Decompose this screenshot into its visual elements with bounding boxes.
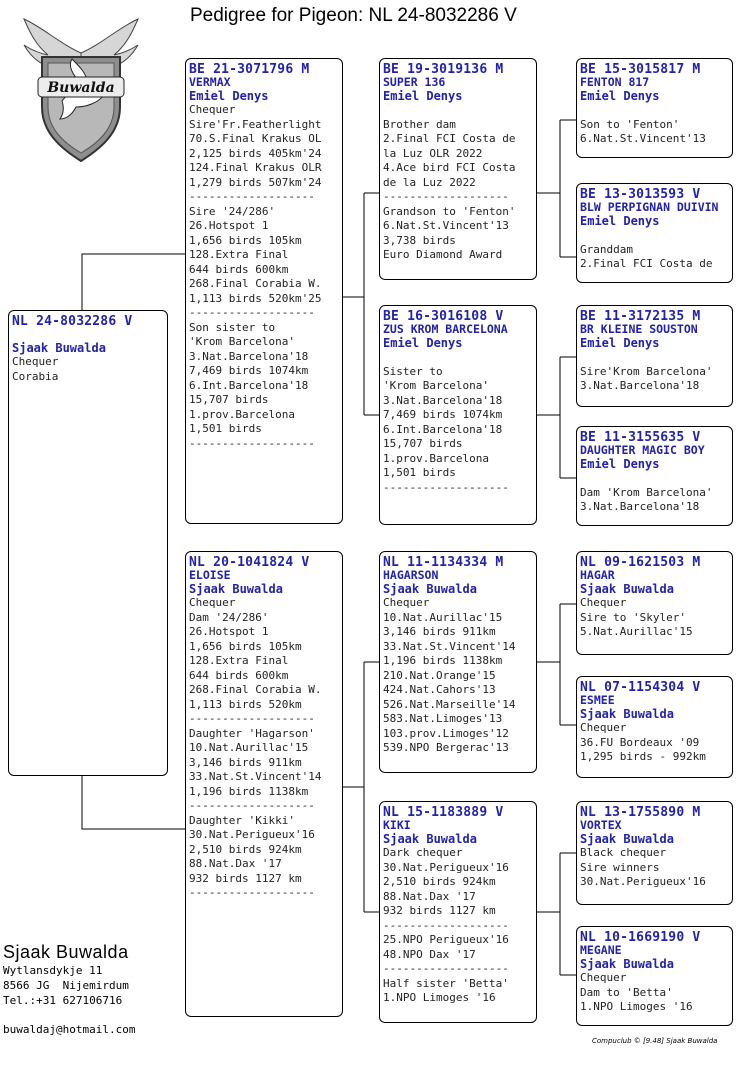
- pedigree-line: Half sister 'Betta': [383, 976, 509, 990]
- pedigree-line: 2,510 birds 924km: [383, 875, 496, 888]
- pedigree-line: 2.Final FCI Costa de: [580, 257, 713, 270]
- pedigree-line: 6.Nat.St.Vincent'13: [383, 219, 509, 232]
- pigeon-owner: Sjaak Buwalda: [580, 582, 674, 596]
- breeder-phone: Tel.:+31 627106716: [3, 994, 123, 1007]
- pigeon-name: BR KLEINE SOUSTON: [580, 322, 698, 336]
- pedigree-line: Grandson to 'Fenton': [383, 204, 516, 218]
- pigeon-ring: BE 15-3015817 M: [580, 62, 701, 77]
- pedigree-line: Chequer: [189, 103, 236, 116]
- pedigree-line: 128.Extra Final: [189, 248, 289, 261]
- grandparent-card-dam-dam[interactable]: [379, 801, 537, 1023]
- pigeon-owner: Sjaak Buwalda: [383, 582, 477, 596]
- pedigree-line: 33.Nat.St.Vincent'14: [383, 639, 516, 653]
- pigeon-owner: Emiel Denys: [189, 89, 269, 103]
- subject-owner: Sjaak Buwalda: [12, 341, 106, 355]
- pigeon-name: MEGANE: [580, 943, 622, 957]
- pigeon-ring: NL 15-1183889 V: [383, 805, 504, 820]
- pedigree-line: 3,146 birds 911km: [189, 755, 302, 769]
- pigeon-owner: Sjaak Buwalda: [580, 957, 674, 971]
- pedigree-line: 33.Nat.St.Vincent'14: [189, 770, 322, 783]
- great-grandparent-card[interactable]: [576, 551, 733, 655]
- subject-line: Chequer: [12, 355, 59, 368]
- pedigree-line: 7,469 birds 1074km: [383, 408, 503, 421]
- pigeon-owner: Emiel Denys: [383, 89, 463, 103]
- pedigree-line: -------------------: [189, 886, 315, 899]
- pedigree-line: 30.Nat.Perigueux'16: [580, 875, 706, 888]
- pedigree-line: 70.S.Final Krakus OL: [189, 132, 322, 145]
- pedigree-line: Sire '24/286': [189, 204, 276, 218]
- pedigree-line: 1,196 birds 1138km: [383, 654, 503, 667]
- pedigree-line: de la Luz 2022: [383, 175, 476, 189]
- pigeon-owner: Emiel Denys: [580, 457, 660, 471]
- pedigree-line: 3.Nat.Barcelona'18: [383, 393, 503, 407]
- subject-line: Corabia: [12, 369, 59, 383]
- pedigree-line: 268.Final Corabia W.: [189, 683, 322, 696]
- great-grandparent-card[interactable]: [576, 926, 733, 1026]
- pedigree-line: 2.Final FCI Costa de: [383, 132, 516, 145]
- breeder-info: [3, 941, 129, 1008]
- pigeon-name: ESMEE: [580, 693, 615, 707]
- pedigree-line: 26.Hotspot 1: [189, 625, 269, 638]
- pedigree-line: 1,501 birds: [189, 422, 262, 435]
- pedigree-line: [580, 350, 729, 365]
- pedigree-line: -------------------: [189, 306, 315, 319]
- pedigree-line: Sire winners: [580, 860, 660, 874]
- pedigree-line: -------------------: [189, 190, 315, 203]
- pedigree-line: Sister to: [383, 364, 443, 378]
- software-credit: Compuclub © [9.48] Sjaak Buwalda: [592, 1037, 718, 1045]
- pedigree-line: Euro Diamond Award: [383, 248, 503, 261]
- pigeon-owner: Emiel Denys: [580, 214, 660, 228]
- breeder-address-line: 8566 JG Nijemirdum: [3, 979, 129, 992]
- pedigree-line: 1.NPO Limoges '16: [580, 1000, 693, 1013]
- pigeon-owner: Emiel Denys: [580, 336, 660, 350]
- pedigree-line: -------------------: [383, 190, 509, 203]
- pedigree-line: 3,146 birds 911km: [383, 625, 496, 638]
- pedigree-line: 88.Nat.Dax '17: [383, 889, 476, 903]
- pedigree-line: Black chequer: [580, 846, 667, 859]
- pedigree-line: 1,295 birds - 992km: [580, 750, 706, 763]
- pedigree-line: 6.Int.Barcelona'18: [383, 422, 503, 436]
- logo-text: Buwalda: [47, 80, 115, 96]
- pigeon-name: DAUGHTER MAGIC BOY: [580, 443, 705, 457]
- page-title: Pedigree for Pigeon: NL 24-8032286 V: [190, 5, 517, 26]
- pedigree-line: 5.Nat.Aurillac'15: [580, 625, 693, 638]
- pedigree-line: 4.Ace bird FCI Costa: [383, 161, 516, 174]
- pedigree-line: 6.Nat.St.Vincent'13: [580, 132, 706, 145]
- pigeon-name: HAGARSON: [383, 568, 439, 582]
- pedigree-line: 932 birds 1127 km: [189, 871, 302, 885]
- pedigree-line: 1,196 birds 1138km: [189, 784, 309, 798]
- pedigree-line: 1,501 birds: [383, 466, 456, 479]
- pedigree-line: 210.Nat.Orange'15: [383, 668, 496, 682]
- pigeon-name: ZUS KROM BARCELONA: [383, 322, 508, 336]
- pedigree-line: 3.Nat.Barcelona'18: [580, 379, 700, 392]
- pedigree-line: 1.prov.Barcelona: [189, 407, 295, 421]
- great-grandparent-card[interactable]: [576, 183, 733, 283]
- pedigree-line: Dam '24/286': [189, 610, 269, 624]
- pedigree-line: 124.Final Krakus OLR: [189, 161, 322, 174]
- breeder-email[interactable]: buwaldaj@hotmail.com: [3, 1023, 136, 1036]
- pedigree-line: Granddam: [580, 242, 633, 256]
- pedigree-line: 103.prov.Limoges'12: [383, 726, 509, 740]
- pedigree-line: Dam to 'Betta': [580, 985, 673, 999]
- pedigree-line: Dark chequer: [383, 846, 463, 859]
- pedigree-line: Son sister to: [189, 320, 276, 334]
- grandparent-card-sire-sire[interactable]: [379, 58, 537, 280]
- pigeon-owner: Sjaak Buwalda: [580, 707, 674, 721]
- dam-card[interactable]: [185, 551, 343, 1017]
- pedigree-line: Sire'Fr.Featherlight: [189, 117, 322, 131]
- pigeon-ring: NL 07-1154304 V: [580, 680, 701, 695]
- pigeon-name: ELOISE: [189, 568, 231, 582]
- pedigree-line: -------------------: [383, 480, 509, 494]
- pedigree-line: [580, 471, 729, 486]
- pedigree-line: 932 birds 1127 km: [383, 904, 496, 917]
- pedigree-line: 'Krom Barcelona': [189, 335, 295, 348]
- pedigree-line: [580, 228, 729, 243]
- pigeon-ring: NL 09-1621503 M: [580, 555, 701, 570]
- pedigree-line: 1,279 birds 507km'24: [189, 175, 322, 189]
- pedigree-line: Chequer: [580, 596, 627, 609]
- pigeon-owner: Emiel Denys: [580, 89, 660, 103]
- pigeon-name: HAGAR: [580, 568, 615, 582]
- pedigree-line: [580, 103, 729, 118]
- pedigree-line: Sire'Krom Barcelona': [580, 364, 713, 378]
- grandparent-card-sire-dam[interactable]: [379, 305, 537, 525]
- pedigree-line: 2,125 birds 405km'24: [189, 146, 322, 160]
- pedigree-line: -------------------: [383, 962, 509, 975]
- pedigree-line: 1,656 birds 105km: [189, 233, 302, 247]
- pedigree-line: -------------------: [189, 436, 315, 450]
- great-grandparent-card[interactable]: [576, 801, 733, 905]
- pedigree-line: Chequer: [189, 596, 236, 609]
- pigeon-ring: BE 11-3155635 V: [580, 430, 701, 445]
- great-grandparent-card[interactable]: [576, 305, 733, 407]
- pedigree-line: 7,469 birds 1074km: [189, 364, 309, 377]
- pigeon-owner: Sjaak Buwalda: [383, 832, 477, 846]
- pigeon-name: SUPER 136: [383, 75, 446, 89]
- pigeon-ring: BE 16-3016108 V: [383, 309, 504, 324]
- pigeon-name: VERMAX: [189, 75, 231, 89]
- pedigree-line: 6.Int.Barcelona'18: [189, 378, 309, 392]
- pedigree-line: 15,707 birds: [189, 393, 269, 406]
- pigeon-ring: NL 13-1755890 M: [580, 805, 701, 820]
- pedigree-line: 88.Nat.Dax '17: [189, 857, 282, 870]
- pedigree-line: -------------------: [189, 712, 315, 725]
- pedigree-line: 48.NPO Dax '17: [383, 947, 476, 961]
- pedigree-line: 3.Nat.Barcelona'18: [580, 500, 700, 513]
- pedigree-line: 1,113 birds 520km: [189, 697, 302, 711]
- pedigree-line: -------------------: [383, 918, 509, 932]
- pigeon-name: FENTON 817: [580, 75, 650, 89]
- pedigree-line: 3,738 birds: [383, 233, 456, 247]
- pigeon-owner: Sjaak Buwalda: [580, 832, 674, 846]
- pedigree-line: 644 birds 600km: [189, 668, 289, 682]
- great-grandparent-card[interactable]: [576, 676, 733, 778]
- pedigree-line: 'Krom Barcelona': [383, 379, 489, 392]
- pedigree-line: 3.Nat.Barcelona'18: [189, 349, 309, 363]
- pigeon-ring: NL 11-1134334 M: [383, 555, 504, 570]
- pigeon-ring: BE 21-3071796 M: [189, 62, 310, 77]
- pigeon-ring: NL 20-1041824 V: [189, 555, 310, 570]
- pedigree-line: 644 birds 600km: [189, 262, 289, 276]
- pedigree-line: Brother dam: [383, 117, 456, 131]
- pigeon-owner: Emiel Denys: [383, 336, 463, 350]
- pedigree-line: la Luz OLR 2022: [383, 146, 483, 160]
- pedigree-line: 10.Nat.Aurillac'15: [189, 741, 309, 754]
- pedigree-line: Chequer: [580, 721, 627, 734]
- pedigree-line: 1,656 birds 105km: [189, 639, 302, 653]
- pedigree-line: Sire to 'Skyler': [580, 610, 686, 624]
- pedigree-line: Chequer: [580, 971, 627, 984]
- pedigree-line: 1,113 birds 520km'25: [189, 291, 322, 305]
- pedigree-line: 1.prov.Barcelona: [383, 451, 489, 465]
- pedigree-line: Son to 'Fenton': [580, 117, 680, 131]
- great-grandparent-card[interactable]: [576, 426, 733, 526]
- pigeon-name: VORTEX: [580, 818, 622, 832]
- pedigree-line: 424.Nat.Cahors'13: [383, 683, 496, 696]
- pedigree-line: Daughter 'Kikki': [189, 813, 295, 827]
- pedigree-line: [383, 103, 533, 118]
- pedigree-line: Daughter 'Hagarson': [189, 726, 315, 740]
- grandparent-card-dam-sire[interactable]: [379, 551, 537, 773]
- pedigree-line: 526.Nat.Marseille'14: [383, 697, 516, 711]
- pigeon-owner: Sjaak Buwalda: [189, 582, 283, 596]
- breeder-name: Sjaak Buwalda: [3, 942, 129, 962]
- pigeon-name: BLW PERPIGNAN DUIVIN: [580, 200, 719, 214]
- pedigree-line: [383, 350, 533, 365]
- pedigree-line: 26.Hotspot 1: [189, 219, 269, 232]
- pigeon-ring: NL 10-1669190 V: [580, 930, 701, 945]
- pedigree-line: 30.Nat.Perigueux'16: [189, 828, 315, 841]
- pedigree-line: 268.Final Corabia W.: [189, 277, 322, 290]
- pedigree-line: 15,707 birds: [383, 437, 463, 450]
- pedigree-line: 1.NPO Limoges '16: [383, 991, 496, 1004]
- pedigree-line: Chequer: [383, 596, 430, 609]
- pedigree-line: 539.NPO Bergerac'13: [383, 741, 509, 754]
- subject-card[interactable]: [8, 310, 168, 776]
- pigeon-name: KIKI: [383, 818, 411, 832]
- pigeon-ring: BE 19-3019136 M: [383, 62, 504, 77]
- pigeon-ring: BE 13-3013593 V: [580, 187, 701, 202]
- pedigree-line: Dam 'Krom Barcelona': [580, 485, 713, 499]
- pedigree-line: 583.Nat.Limoges'13: [383, 712, 503, 725]
- pedigree-line: -------------------: [189, 799, 315, 812]
- pedigree-line: 10.Nat.Aurillac'15: [383, 610, 503, 624]
- sire-card[interactable]: [185, 58, 343, 524]
- pedigree-line: 36.FU Bordeaux '09: [580, 735, 700, 749]
- great-grandparent-card[interactable]: [576, 58, 733, 158]
- subject-name: [12, 328, 164, 341]
- pedigree-line: 128.Extra Final: [189, 654, 289, 667]
- pedigree-line: 25.NPO Perigueux'16: [383, 933, 509, 946]
- pigeon-ring: BE 11-3172135 M: [580, 309, 701, 324]
- pedigree-line: 2,510 birds 924km: [189, 842, 302, 856]
- pedigree-line: 30.Nat.Perigueux'16: [383, 860, 509, 874]
- breeder-address-line: Wytlansdykje 11: [3, 964, 103, 977]
- subject-ring: NL 24-8032286 V: [12, 314, 133, 329]
